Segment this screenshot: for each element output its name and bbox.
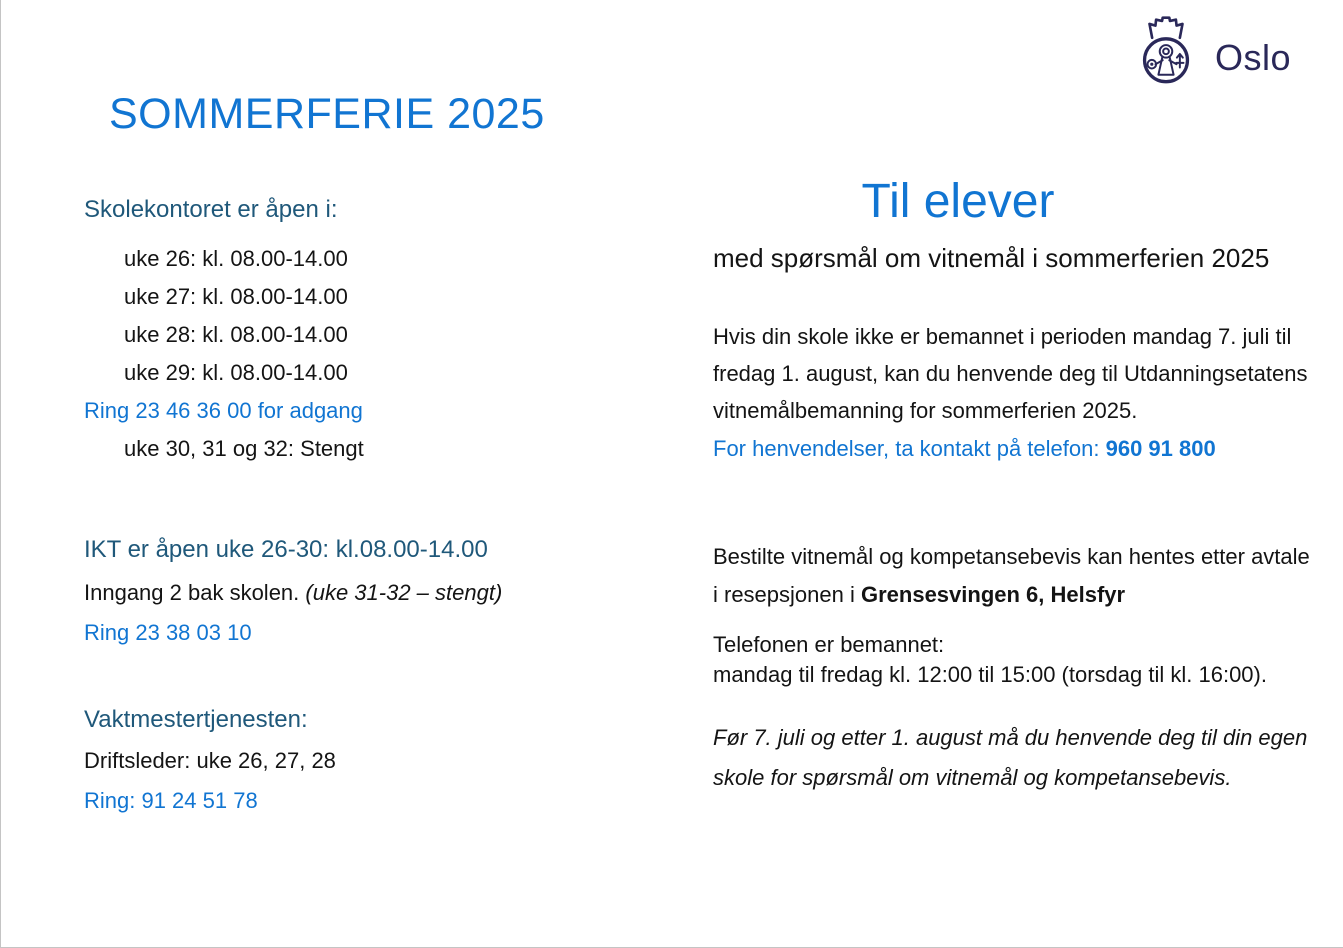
intro-line-1: Hvis din skole ikke er bemannet i perioden mandag 7. juli til bbox=[713, 324, 1292, 349]
pickup-address: Grensesvingen 6, Helsfyr bbox=[860, 582, 1126, 607]
caretaker-heading: Vaktmestertjenesten: bbox=[84, 706, 308, 733]
note-line-2: skole for spørsmål om vitnemål og kompetansebevis. bbox=[713, 765, 1232, 790]
pickup-line-2 bbox=[713, 576, 1310, 614]
week-27-hours: uke 27: kl. 08.00-14.00 bbox=[124, 284, 348, 309]
caretaker-phone: Ring: 91 24 51 78 bbox=[84, 788, 258, 813]
ikt-heading: IKT er åpen uke 26-30: kl.08.00-14.00 bbox=[84, 536, 488, 563]
ikt-entrance-line bbox=[84, 580, 502, 606]
pickup-line-2-text: i resepsjonen i bbox=[713, 582, 861, 607]
weeks-closed: uke 30, 31 og 32: Stengt bbox=[124, 436, 364, 461]
pickup-line-1: Bestilte vitnemål og kompetansebevis kan hentes etter avtale bbox=[713, 544, 1310, 569]
ikt-entrance-text: Inngang 2 bak skolen. bbox=[84, 580, 306, 605]
outside-period-note bbox=[713, 718, 1307, 798]
intro-line-3: vitnemålbemanning for sommerferien 2025. bbox=[713, 398, 1138, 423]
students-heading: Til elever bbox=[861, 175, 1055, 228]
intro-line-2: fredag 1. august, kan du henvende deg til Utdanningsetatens bbox=[713, 361, 1308, 386]
school-office-heading: Skolekontoret er åpen i: bbox=[84, 196, 338, 223]
contact-phone-number: 960 91 800 bbox=[1105, 436, 1216, 461]
week-26-hours: uke 26: kl. 08.00-14.00 bbox=[124, 246, 348, 271]
ikt-phone: Ring 23 38 03 10 bbox=[84, 620, 252, 645]
contact-phone-prefix: For henvendelser, ta kontakt på telefon: bbox=[713, 436, 1106, 461]
note-line-1: Før 7. juli og etter 1. august må du henvende deg til din egen bbox=[713, 725, 1308, 750]
intro-paragraph bbox=[713, 318, 1307, 429]
oslo-seal-icon bbox=[1133, 16, 1199, 86]
phone-staffed-line-2: mandag til fredag kl. 12:00 til 15:00 (torsdag til kl. 16:00). bbox=[713, 662, 1267, 687]
school-office-phone: Ring 23 46 36 00 for adgang bbox=[84, 398, 363, 423]
contact-phone-line bbox=[713, 436, 1216, 462]
pickup-paragraph bbox=[713, 538, 1310, 614]
ikt-entrance-closed-note: (uke 31-32 – stengt) bbox=[305, 580, 503, 605]
week-29-hours: uke 29: kl. 08.00-14.00 bbox=[124, 360, 348, 385]
phone-staffed-line-1: Telefonen er bemannet: bbox=[713, 632, 945, 657]
phone-staffed-paragraph bbox=[713, 630, 1267, 690]
page-title: SOMMERFERIE 2025 bbox=[109, 90, 545, 138]
students-subheading: med spørsmål om vitnemål i sommerferien 2025 bbox=[713, 243, 1270, 273]
oslo-logo bbox=[1133, 16, 1291, 86]
week-28-hours: uke 28: kl. 08.00-14.00 bbox=[124, 322, 348, 347]
oslo-logo-text: Oslo bbox=[1215, 37, 1292, 78]
caretaker-weeks: Driftsleder: uke 26, 27, 28 bbox=[84, 748, 336, 773]
